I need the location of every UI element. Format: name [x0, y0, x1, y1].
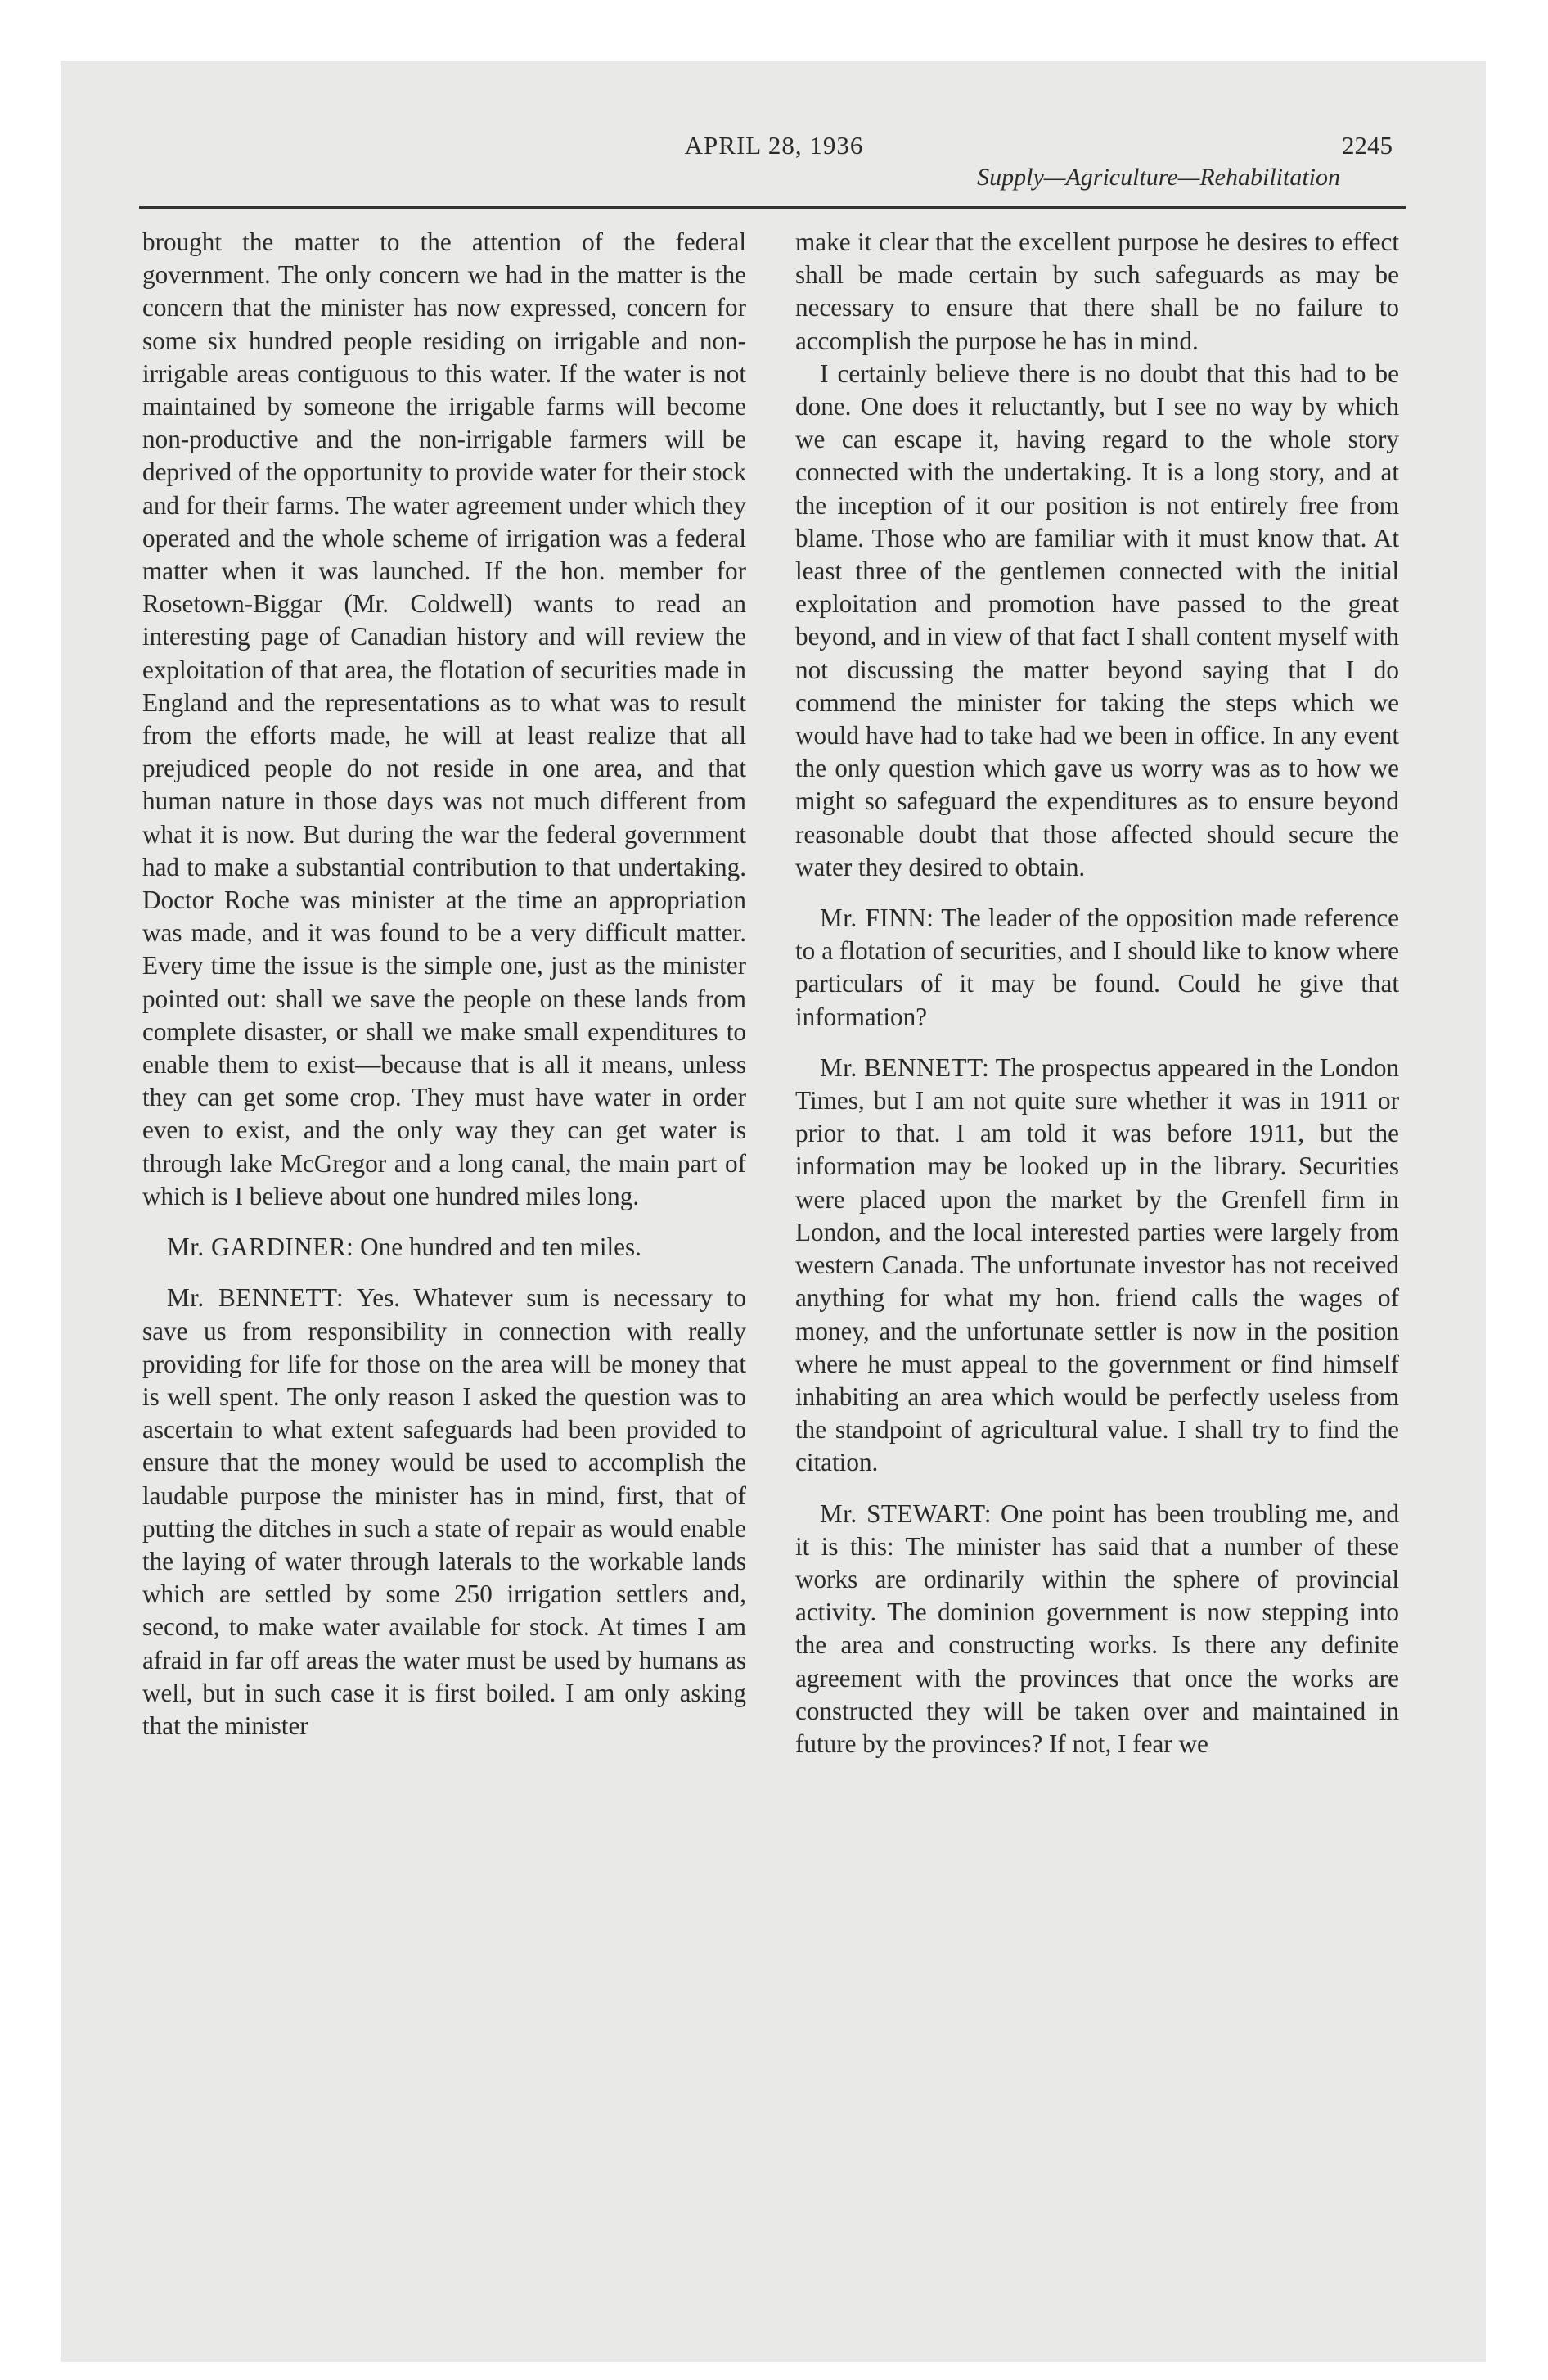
speech-gardiner [142, 1231, 746, 1264]
paragraph: brought the matter to the attention of the federal government. The only concern we had in the matter is the concern that the minister has now expressed, concern for some six hundred people residing on irrigable and non-irrigable areas contiguous to this water. If the water is not maintained by someone the irrigable farms will become non-productive and the non-irrigable farmers will be deprived of the opportunity to provide water for their stock and for their farms. The water agreement under which they operated and the whole scheme of irrigation was a federal matter when it was launched. If the hon. member for Rosetown-Biggar (Mr. Coldwell) wants to read an interesting page of Canadian history and will review the exploitation of that area, the flotation of securities made in England and the representations as to what was to result from the efforts made, he will at least realize that all prejudiced people do not reside in one area, and that human nature in those days was not much different from what it is now. But during the war the federal government had to make a substantial contribution to that undertaking. Doctor Roche was minister at the time an appropriation was made, and it was found to be a very difficult matter. Every time the issue is the simple one, just as the minister pointed out: shall we save the people on these lands from complete disaster, or shall we make small expenditures to enable them to exist—because that is all it means, unless they can get some crop. They must have water in order even to exist, and the only way they can get water is through lake McGregor and a long canal, the main part of which is I believe about one hundred miles long. [142, 228, 746, 1210]
paragraph: I certainly believe there is no doubt that this had to be done. One does it reluctantly, but I see no way by which we can escape it, having regard to the whole story connected with the undertaking. It is a long story, and at the inception of it our position is not entirely free from blame. Those who are familiar with it must know that. At least three of the gentlemen connected with the initial exploitation and promotion have passed to the great beyond, and in view of that fact I shall content myself with not discussing the matter beyond saying that I do commend the minister for taking the steps which we would have had to take had we been in office. In any event the only question which gave us worry was as to how we might so safeguard the expenditures as to ensure beyond reasonable doubt that those affected should secure the water they desired to obtain. [795, 358, 1399, 881]
paragraph: make it clear that the excellent purpose he desires to effect shall be made certain by such safeguards as may be necessary to ensure that there shall be no failure to accomplish the purpose he has in mind. [795, 228, 1399, 355]
speaker-name: Mr. FINN: [820, 904, 934, 933]
speaker-name: Mr. BENNETT: [820, 1053, 990, 1082]
right-column [795, 226, 1399, 2288]
speech-text: One point has been troubling me, and it is this: The minister has said that a number of these works are ordinarily within the sphere of provincial activity. The dominion government is now stepping into the area and constructing works. Is there any definite agreement with the provinces that once the works are constructed they will be taken over and maintained in future by the provinces? If not, I fear we [795, 1499, 1400, 1758]
speaker-name: Mr. GARDINER: [167, 1233, 354, 1262]
speech-bennett [142, 1282, 746, 1742]
speaker-name: Mr. BENNETT: [167, 1283, 344, 1313]
header-subject: Supply—Agriculture—Rehabilitation [977, 164, 1340, 191]
header-rule [139, 206, 1406, 209]
speech-bennett [795, 1052, 1399, 1480]
speech-stewart [795, 1498, 1399, 1761]
speech-text: Yes. Whatever sum is necessary to save us from responsibility in connection with really providing for life for those on the area will be money that is well spent. The only reason I asked the question was to ascertain to what extent safeguards had been provided to ensure that the money would be used to accomplish the laudable purpose the minister has in mind, first, that of putting the ditches in such a state of repair as would enable the laying of water through laterals to the workable lands which are settled by some 250 irrigation settlers and, second, to make water available for stock. At times I am afraid in far off areas the water must be used by humans as well, but in such case it is first boiled. I am only asking that the minister [142, 1283, 746, 1740]
speaker-name: Mr. STEWART: [820, 1499, 992, 1528]
page-number: 2245 [1342, 131, 1393, 160]
speech-finn [795, 902, 1399, 1034]
page-header [142, 131, 1406, 210]
header-date: APRIL 28, 1936 [684, 131, 864, 160]
speech-text: The leader of the opposition made reference to a flotation of securities, and I should like to know where particulars of it may be found. Could he give that information? [795, 904, 1400, 1031]
left-column [142, 226, 746, 2288]
speech-text: The prospectus appeared in the London Times, but I am not quite sure whether it was in 1911 or prior to that. I am told it was before 1911, but the information may be looked up in the library. Securities were placed upon the market by the Grenfell firm in London, and the local interested parties were largely from western Canada. The unfortunate investor has not received anything for what my hon. friend calls the wages of money, and the unfortunate settler is now in the position where he must appeal to the government or find himself inhabiting an area which would be perfectly useless from the standpoint of agricultural value. I shall try to find the citation. [795, 1053, 1400, 1477]
speech-text: One hundred and ten miles. [360, 1233, 641, 1262]
